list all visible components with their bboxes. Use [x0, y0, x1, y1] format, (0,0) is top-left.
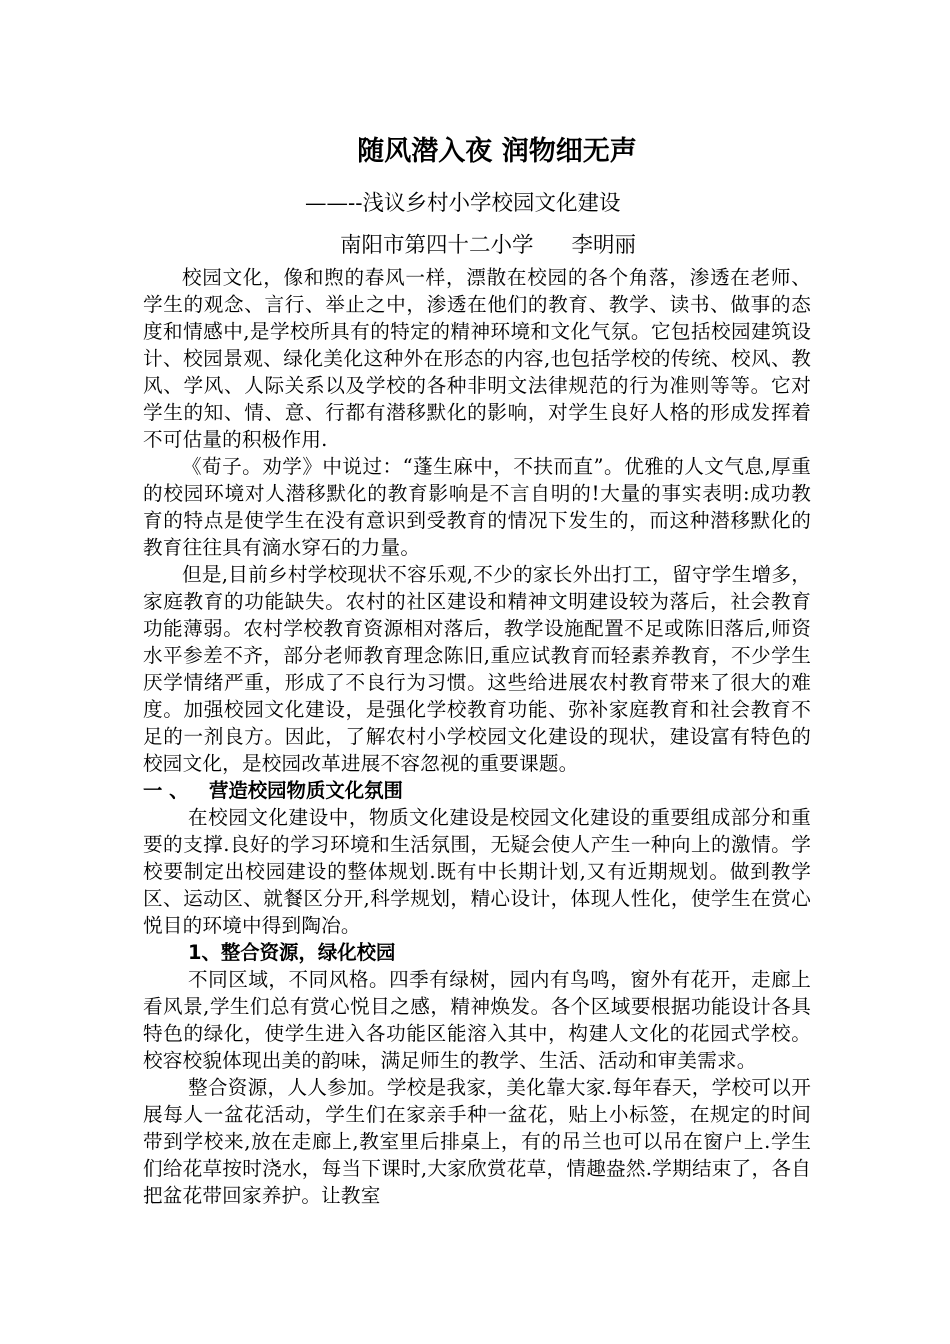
author-school: 南阳市第四十二小学: [340, 233, 534, 258]
body-paragraph: 在校园文化建设中，物质文化建设是校园文化建设的重要组成部分和重要的支撑.良好的学习环境和生活氛围，无疑会使人产生一种向上的激情。学校要制定出校园建设的整体规划.既有中长期计划,又有近期规划。做到教学区、运动区、就餐区分开,科学规划，精心设计，体现人性化，使学生在赏心悦目的环境中得到陶冶。: [143, 806, 811, 937]
section-number: 一 、: [143, 779, 189, 802]
document-page: [143, 132, 811, 1209]
author-name: 李明丽: [571, 233, 637, 258]
subsection-heading: 1、整合资源，绿化校园: [188, 941, 396, 964]
document-body: [143, 264, 811, 1209]
document-subtitle: ——--浅议乡村小学校园文化建设: [305, 191, 621, 216]
author-line: [143, 230, 811, 262]
body-paragraph: 校园文化，像和煦的春风一样，漂散在校园的各个角落，渗透在老师、学生的观念、言行、举止之中，渗透在他们的教育、教学、读书、做事的态度和情感中,是学校所具有的特定的精神环境和文化气氛。它包括校园建筑设计、校园景观、绿化美化这种外在形态的内容,也包括学校的传统、校风、教风、学风、人际关系以及学校的各种非明文法律规范的行为准则等等。它对学生的知、情、意、行都有潜移默化的影响，对学生良好人格的形成发挥着不可估量的积极作用.: [143, 266, 811, 451]
section-title: 营造校园物质文化氛围: [209, 779, 403, 802]
body-paragraph: 但是,目前乡村学校现状不容乐观,不少的家长外出打工，留守学生增多，家庭教育的功能缺失。农村的社区建设和精神文明建设较为落后，社会教育功能薄弱。农村学校教育资源相对落后，教学设施配置不足或陈旧落后,师资水平参差不齐，部分老师教育理念陈旧,重应试教育而轻素养教育，不少学生厌学情绪严重，形成了不良行为习惯。这些给进展农村教育带来了很大的难度。加强校园文化建设，是强化学校教育功能、弥补家庭教育和社会教育不足的一剂良方。因此，了解农村小学校园文化建设的现状，建设富有特色的校园文化，是校园改革进展不容忽视的重要课题。: [143, 563, 811, 775]
body-paragraph: 整合资源，人人参加。学校是我家，美化靠大家.每年春天，学校可以开展每人一盆花活动，学生们在家亲手种一盆花，贴上小标签，在规定的时间带到学校来,放在走廊上,教室里后排桌上，有的吊兰也可以吊在窗户上.学生们给花草按时浇水，每当下课时,大家欣赏花草，情趣盎然.学期结束了，各自把盆花带回家养护。让教室: [143, 1076, 811, 1207]
body-paragraph: 《荀子。劝学》中说过：“蓬生麻中，不扶而直”。优雅的人文气息,厚重的校园环境对人潜移默化的教育影响是不言自明的!大量的事实表明:成功教育的特点是使学生在没有意识到受教育的情况下发生的，而这种潜移默化的教育往往具有滴水穿石的力量。: [143, 455, 811, 559]
body-paragraph: 不同区域，不同风格。四季有绿树，园内有鸟鸣，窗外有花开，走廊上看风景,学生们总有赏心悦目之感，精神焕发。各个区域要根据功能设计各具特色的绿化，使学生进入各功能区能溶入其中，构建人文化的花园式学校。校容校貌体现出美的韵味，满足师生的教学、生活、活动和审美需求。: [143, 968, 811, 1072]
section-heading: [143, 777, 811, 804]
document-title: 随风潜入夜 润物细无声: [357, 136, 637, 167]
